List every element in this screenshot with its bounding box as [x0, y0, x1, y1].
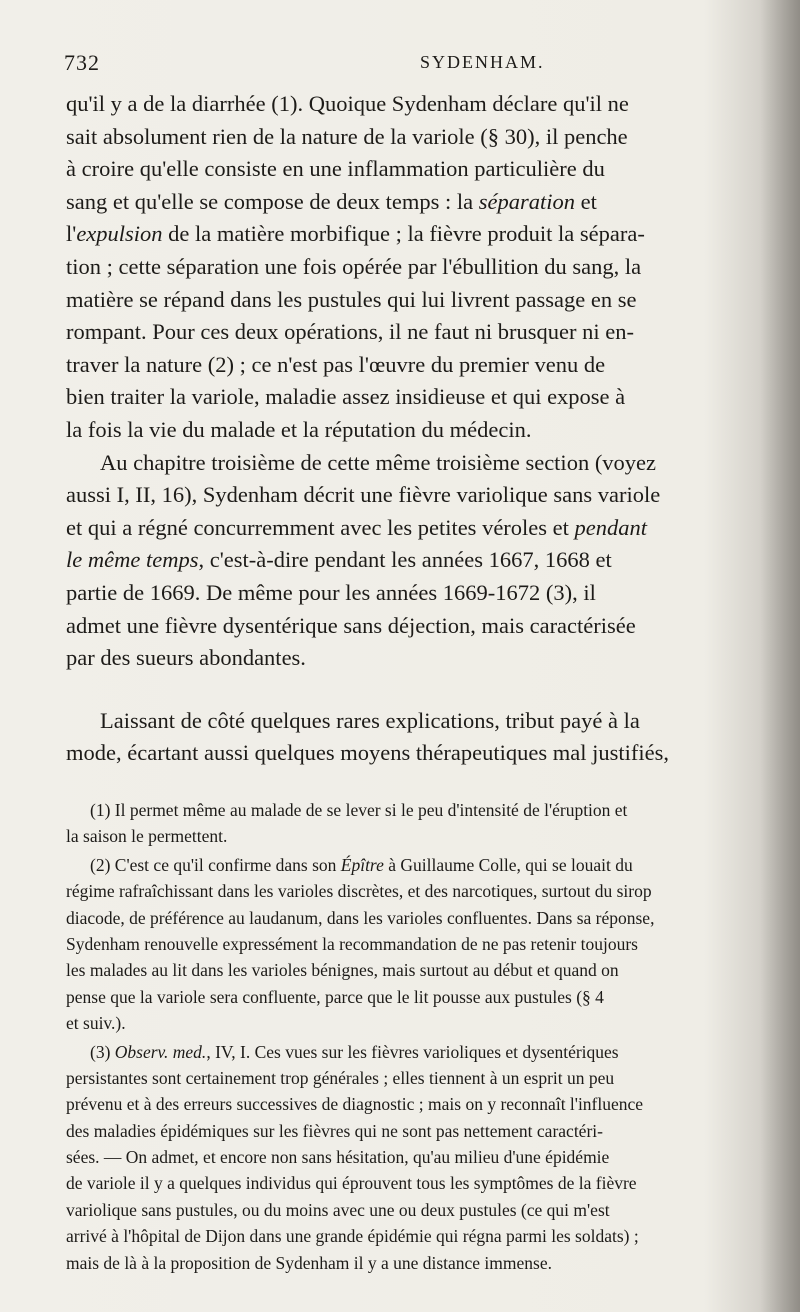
text-segment: mais de là à la proposition de Sydenham il y a une distance immense. — [66, 1252, 552, 1273]
text-line — [66, 186, 756, 219]
text-line — [66, 705, 756, 738]
text-segment: par des sueurs abondantes. — [66, 645, 306, 671]
text-segment: pense que la variole sera confluente, parce que le lit pousse aux pustules (§ 4 — [66, 986, 604, 1007]
text-line — [66, 737, 756, 770]
text-segment: sées. — On admet, et encore non sans hésitation, qu'au milieu d'une épidémie — [66, 1147, 610, 1168]
text-line — [66, 349, 756, 382]
footnote-line — [66, 1118, 758, 1144]
text-line — [66, 121, 756, 154]
footnote-line — [66, 1010, 758, 1036]
text-segment: qu'il y a de la diarrhée (1). Quoique Sydenham déclare qu'il ne — [66, 91, 629, 116]
text-segment: et suiv.). — [66, 1013, 126, 1034]
text-line — [66, 251, 756, 284]
text-line — [66, 88, 756, 121]
footnote-line — [66, 852, 758, 878]
text-line — [66, 447, 756, 480]
text-segment: tion ; cette séparation une fois opérée par l'ébullition du sang, la — [66, 253, 642, 279]
text-segment: des maladies épidémiques sur les fièvres qui ne sont pas nettement caractéri- — [66, 1120, 603, 1141]
footnote — [66, 797, 758, 850]
footnote-line — [66, 1170, 758, 1196]
text-segment: la saison le permettent. — [66, 826, 228, 847]
footnote-line — [66, 905, 758, 931]
text-segment: (2) C'est ce qu'il confirme dans son — [90, 854, 341, 875]
italic-text: expulsion — [76, 221, 163, 247]
italic-text: séparation — [478, 188, 575, 214]
footnote-line — [66, 1091, 758, 1117]
text-segment: , c'est-à-dire pendant les années 1667, 1668 et — [198, 547, 612, 573]
page-number: 732 — [64, 50, 100, 75]
text-segment: les malades au lit dans les varioles bénignes, mais surtout au début et quand on — [66, 960, 619, 981]
body-text — [66, 88, 756, 770]
footnote — [66, 1039, 758, 1277]
text-line — [66, 381, 756, 414]
text-segment: de variole il y a quelques individus qui éprouvent tous les symptômes de la fièvre — [66, 1173, 637, 1194]
text-segment: mode, écartant aussi quelques moyens thérapeutiques mal justifiés, — [66, 740, 669, 766]
text-segment: à Guillaume Colle, qui se louait du — [383, 854, 633, 875]
footnote-line — [66, 797, 758, 823]
text-segment: la fois la vie du malade et la réputation du médecin. — [66, 416, 532, 442]
italic-text: Épître — [340, 854, 384, 875]
text-line — [66, 479, 756, 512]
footnote-line — [66, 1039, 758, 1065]
text-segment: Sydenham renouvelle expressément la recommandation de ne pas retenir toujours — [66, 933, 638, 954]
text-segment: et — [574, 188, 597, 214]
text-segment: variolique sans pustules, ou du moins avec une ou deux pustules (ce qui m'est — [66, 1199, 610, 1220]
text-segment: arrivé à l'hôpital de Dijon dans une grande épidémie qui régna parmi les soldats) ; — [66, 1226, 639, 1247]
text-line — [66, 316, 756, 349]
text-line — [66, 153, 756, 186]
text-segment: et qui a régné concurremment avec les petites véroles et — [66, 514, 575, 540]
text-segment: régime rafraîchissant dans les varioles discrètes, et des narcotiques, surtout du sirop — [66, 881, 652, 902]
footnote-line — [66, 984, 758, 1010]
footnote-line — [66, 931, 758, 957]
text-line — [66, 577, 756, 610]
text-segment: Laissant de côté quelques rares explications, tribut payé à la — [100, 707, 640, 733]
italic-text: le même temps — [66, 547, 199, 573]
text-segment: aussi I, II, 16), Sydenham décrit une fièvre variolique sans variole — [66, 482, 661, 508]
spine-shadow — [760, 0, 800, 1312]
text-segment: (3) — [90, 1041, 115, 1062]
text-segment: de la matière morbifique ; la fièvre produit la sépara- — [162, 221, 645, 247]
text-segment: matière se répand dans les pustules qui lui livrent passage en se — [66, 286, 637, 312]
text-segment: à croire qu'elle consiste en une inflammation particulière du — [66, 156, 605, 182]
text-segment: partie de 1669. De même pour les années 1669-1672 (3), il — [66, 579, 596, 605]
text-line — [66, 642, 756, 675]
text-segment: sait absolument rien de la nature de la variole (§ 30), il penche — [66, 123, 628, 149]
text-segment: l' — [66, 221, 77, 247]
footnote-line — [66, 1223, 758, 1249]
text-segment: bien traiter la variole, maladie assez insidieuse et qui expose à — [66, 384, 626, 410]
footnote — [66, 852, 758, 1037]
text-segment: rompant. Pour ces deux opérations, il ne faut ni brusquer ni en- — [66, 319, 634, 345]
footnotes — [66, 797, 758, 1278]
text-segment: , IV, I. Ces vues sur les fièvres varioliques et dysentériques — [206, 1041, 619, 1062]
text-segment: persistantes sont certainement trop générales ; elles tiennent à un esprit un peu — [66, 1067, 615, 1088]
running-title: SYDENHAM. — [420, 52, 545, 72]
paragraph-gap — [66, 675, 756, 705]
footnote-line — [66, 1250, 758, 1276]
text-segment: sang et qu'elle se compose de deux temps : la — [66, 188, 479, 214]
text-line — [66, 414, 756, 447]
text-line — [66, 512, 756, 545]
text-segment: admet une fièvre dysentérique sans déjection, mais caractérisée — [66, 612, 636, 638]
text-segment: traver la nature (2) ; ce n'est pas l'œuvre du premier venu de — [66, 351, 606, 377]
running-head — [64, 50, 764, 78]
text-line — [66, 544, 756, 577]
footnote-line — [66, 823, 758, 849]
text-line — [66, 218, 756, 251]
text-segment: Au chapitre troisième de cette même troisième section (voyez — [100, 449, 657, 475]
italic-text: pendant — [574, 514, 648, 540]
footnote-line — [66, 957, 758, 983]
text-line — [66, 284, 756, 317]
text-segment: prévenu et à des erreurs successives de diagnostic ; mais on y reconnaît l'influence — [66, 1094, 644, 1115]
footnote-gap — [66, 1276, 758, 1278]
footnote-line — [66, 1144, 758, 1170]
italic-text: Observ. med. — [114, 1041, 207, 1062]
footnote-line — [66, 1197, 758, 1223]
text-line — [66, 610, 756, 643]
footnote-line — [66, 878, 758, 904]
text-segment: (1) Il permet même au malade de se lever si le peu d'intensité de l'éruption et — [90, 800, 628, 820]
footnote-line — [66, 1065, 758, 1091]
text-segment: diacode, de préférence au laudanum, dans les varioles confluentes. Dans sa réponse, — [66, 907, 655, 928]
